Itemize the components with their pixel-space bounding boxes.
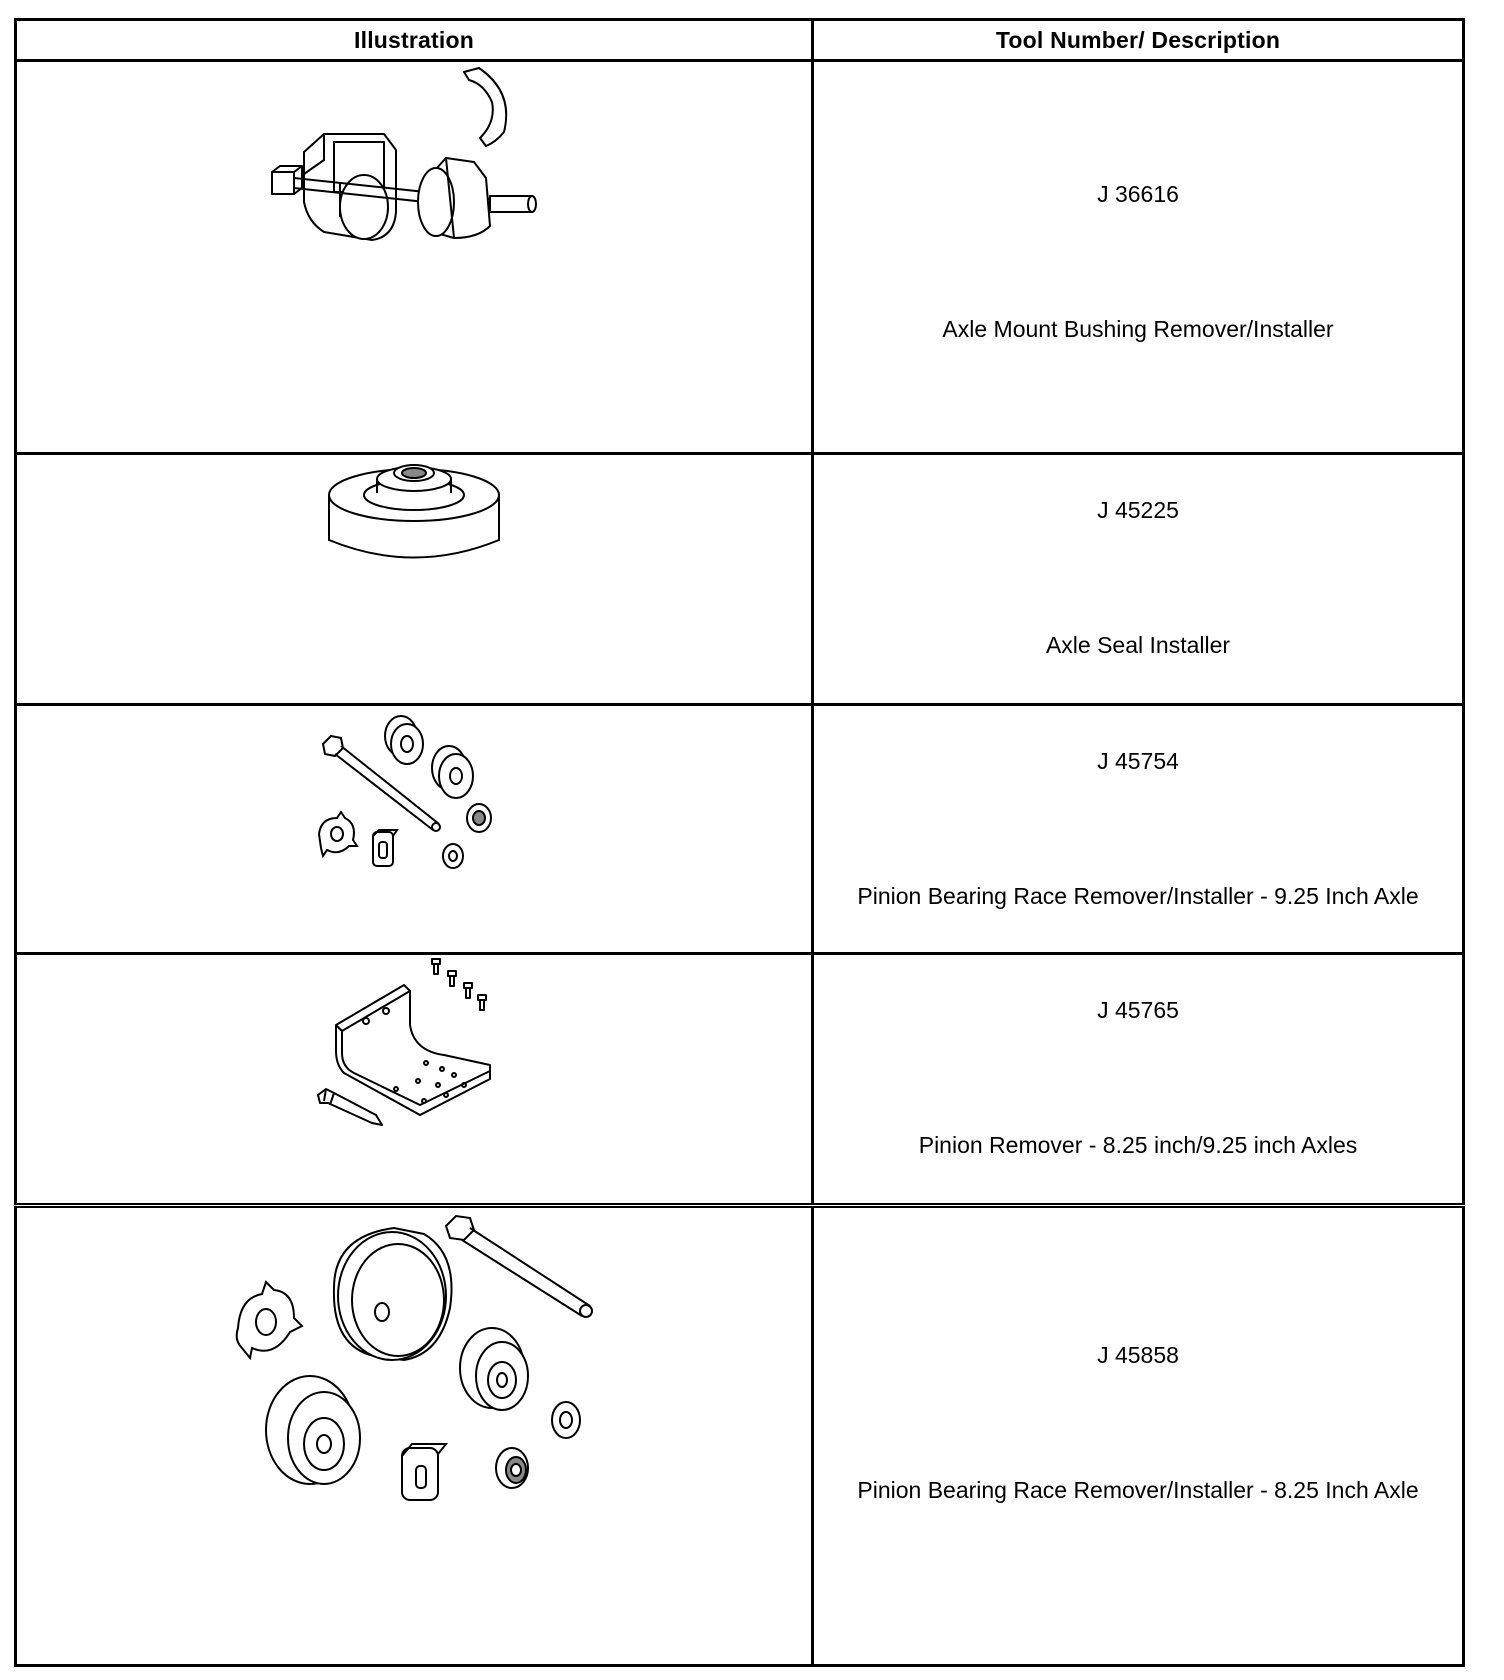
illustration-cell bbox=[16, 954, 813, 1206]
pinion-remover-illustration bbox=[314, 955, 514, 1145]
pinion-race-tool-8-25-illustration bbox=[224, 1208, 604, 1508]
table-row bbox=[16, 954, 1464, 1206]
tool-description: Pinion Bearing Race Remover/Installer - 8.25 Inch Axle bbox=[857, 1477, 1419, 1503]
table-row bbox=[16, 61, 1464, 454]
tool-description: Axle Seal Installer bbox=[1045, 632, 1231, 658]
tool-cell bbox=[813, 1206, 1464, 1666]
table-row bbox=[16, 454, 1464, 705]
tool-number: J 45754 bbox=[1097, 748, 1179, 774]
tool-cell bbox=[813, 954, 1464, 1206]
illustration-cell bbox=[16, 1206, 813, 1666]
tool-cell bbox=[813, 705, 1464, 954]
illustration-cell bbox=[16, 705, 813, 954]
tool-table bbox=[14, 18, 1465, 1667]
tool-number: J 45765 bbox=[1097, 997, 1179, 1023]
table-row bbox=[16, 705, 1464, 954]
tool-cell bbox=[813, 454, 1464, 705]
header-row bbox=[16, 20, 1464, 61]
header-illustration: Illustration bbox=[16, 20, 813, 61]
tool-cell bbox=[813, 61, 1464, 454]
header-tool-number-description: Tool Number/ Description bbox=[813, 20, 1464, 61]
illustration-cell bbox=[16, 454, 813, 705]
tool-description: Pinion Bearing Race Remover/Installer - 9.25 Inch Axle bbox=[857, 883, 1419, 909]
table-row bbox=[16, 1206, 1464, 1666]
tool-description: Pinion Remover - 8.25 inch/9.25 inch Axles bbox=[918, 1132, 1358, 1158]
bushing-remover-installer-illustration bbox=[264, 62, 564, 282]
tool-number: J 45225 bbox=[1097, 497, 1179, 523]
pinion-race-tool-9-25-illustration bbox=[309, 706, 519, 896]
tool-number: J 36616 bbox=[1097, 181, 1179, 207]
illustration-cell bbox=[16, 61, 813, 454]
tool-description: Axle Mount Bushing Remover/Installer bbox=[942, 316, 1334, 342]
axle-seal-installer-illustration bbox=[319, 455, 509, 575]
tool-number: J 45858 bbox=[1097, 1342, 1179, 1368]
